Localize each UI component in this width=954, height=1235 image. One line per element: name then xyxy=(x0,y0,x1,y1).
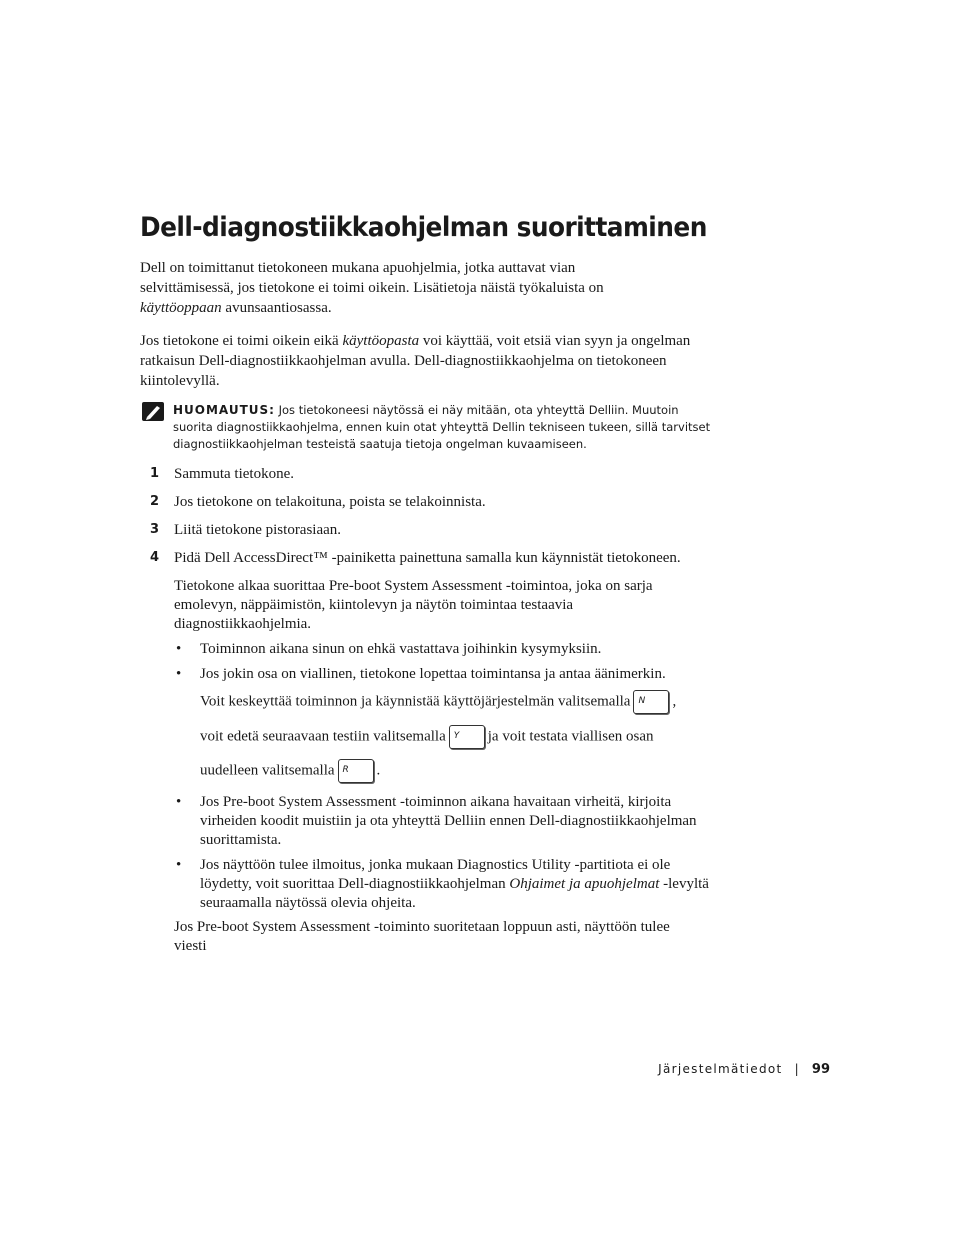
bullet-text: Jos Pre-boot System Assessment -toiminnon aikana havaitaan virheitä, kirjoita virheiden koodit muistiin ja ota yhteyttä Delliin ennen Dell-diagnostiikkaohjelman suorittamista. xyxy=(200,794,697,848)
key-n xyxy=(633,690,669,714)
step-text: Jos tietokone on telakoituna, poista se telakoinnista. xyxy=(174,494,486,510)
para2-emphasis: käyttöopasta xyxy=(342,333,420,349)
key-label: N xyxy=(638,696,646,706)
key-r xyxy=(338,759,374,783)
page-title: Dell-diagnostiikkaohjelman suorittaminen xyxy=(140,212,707,243)
bullet-icon: • xyxy=(176,641,182,657)
para2-text: Jos tietokone ei toimi oikein eikä xyxy=(140,333,343,349)
instruction-text: , xyxy=(672,693,677,710)
key-instruction-line xyxy=(200,725,654,749)
step-number: 1 xyxy=(150,466,160,481)
bullet-text-part: Jos näyttöön tulee ilmoitus, jonka mukaan Diagnostics Utility -partitiota ei ole löydetty, voit suorittaa Dell-diagnostiikkaohjelman xyxy=(200,857,671,892)
footer-separator: | xyxy=(794,1062,800,1076)
intro-text: Dell on toimittanut tietokoneen mukana apuohjelmia, jotka auttavat vian selvittämisessä, jos tietokone ei toimi oikein. Lisätietoja näistä työkaluista on xyxy=(140,260,604,296)
step-text: Sammuta tietokone. xyxy=(174,466,294,482)
step-number: 4 xyxy=(150,550,160,565)
bullet-icon: • xyxy=(176,794,182,810)
bullet-text xyxy=(200,856,715,913)
footer-section-title: Järjestelmätiedot xyxy=(658,1062,783,1076)
bullet-emphasis: Ohjaimet ja apuohjelmat xyxy=(509,876,660,892)
key-instruction-line xyxy=(200,759,380,783)
step-number: 3 xyxy=(150,522,160,537)
bullet-icon: • xyxy=(176,666,182,682)
instruction-text: ja voit testata viallisen osan xyxy=(487,728,654,745)
step-text: Pidä Dell AccessDirect™ -painiketta painettuna samalla kun käynnistät tietokoneen. xyxy=(174,550,681,566)
intro-text-end: avunsaantiosassa. xyxy=(221,300,332,316)
intro-emphasis: käyttöoppaan xyxy=(140,300,222,316)
step-text: Liitä tietokone pistorasiaan. xyxy=(174,522,342,538)
note-text: Jos tietokoneesi näytössä ei näy mitään, ota yhteyttä Delliin. Muutoin suorita diagnostiikkaohjelma, ennen kuin otat yhteyttä Dellin tekniseen tukeen, sillä tarvitset diagnostiikkaohjelman testeistä saatuja tietoja ongelman kuvaamiseen. xyxy=(173,403,711,452)
step-number: 2 xyxy=(150,494,160,509)
page-number: 99 xyxy=(811,1062,830,1077)
instruction-text: uudelleen valitsemalla xyxy=(200,762,335,779)
final-paragraph: Jos Pre-boot System Assessment -toiminto suoritetaan loppuun asti, näyttöön tulee viesti xyxy=(174,919,670,954)
key-label: Y xyxy=(453,731,460,741)
instruction-text: voit edetä seuraavaan testiin valitsemalla xyxy=(200,728,446,745)
key-y xyxy=(449,725,485,749)
instruction-text: Voit keskeyttää toiminnon ja käynnistää käyttöjärjestelmän valitsemalla xyxy=(200,693,631,710)
bullet-text: Jos jokin osa on viallinen, tietokone lopettaa toimintansa ja antaa äänimerkin. xyxy=(200,666,666,682)
second-paragraph xyxy=(140,331,725,391)
intro-paragraph xyxy=(140,258,630,318)
step4-paragraph: Tietokone alkaa suorittaa Pre-boot System Assessment -toimintoa, joka on sarja emolevyn, näppäimistön, kiintolevyn ja näytön toimintaa testaavia diagnostiikkaohjelmia. xyxy=(174,578,653,632)
note-block xyxy=(173,402,713,454)
bullet-icon: • xyxy=(176,857,182,873)
key-instruction-line xyxy=(200,690,676,714)
para2-text-end: voi käyttää, voit etsiä vian syyn ja ongelman ratkaisun Dell-diagnostiikkaohjelman avulla. Dell-diagnostiikkaohjelma on tietokoneen kiintolevyllä. xyxy=(140,333,691,389)
instruction-text: . xyxy=(376,762,381,779)
page-footer xyxy=(658,1062,830,1077)
bullet-text: Toiminnon aikana sinun on ehkä vastattava joihinkin kysymyksiin. xyxy=(200,641,602,657)
note-label: HUOMAUTUS: xyxy=(173,403,275,417)
key-label: R xyxy=(342,765,349,775)
pencil-note-icon xyxy=(142,402,164,421)
bullet-text-part: -levyltä seuraamalla näytössä olevia ohjeita. xyxy=(200,876,709,911)
